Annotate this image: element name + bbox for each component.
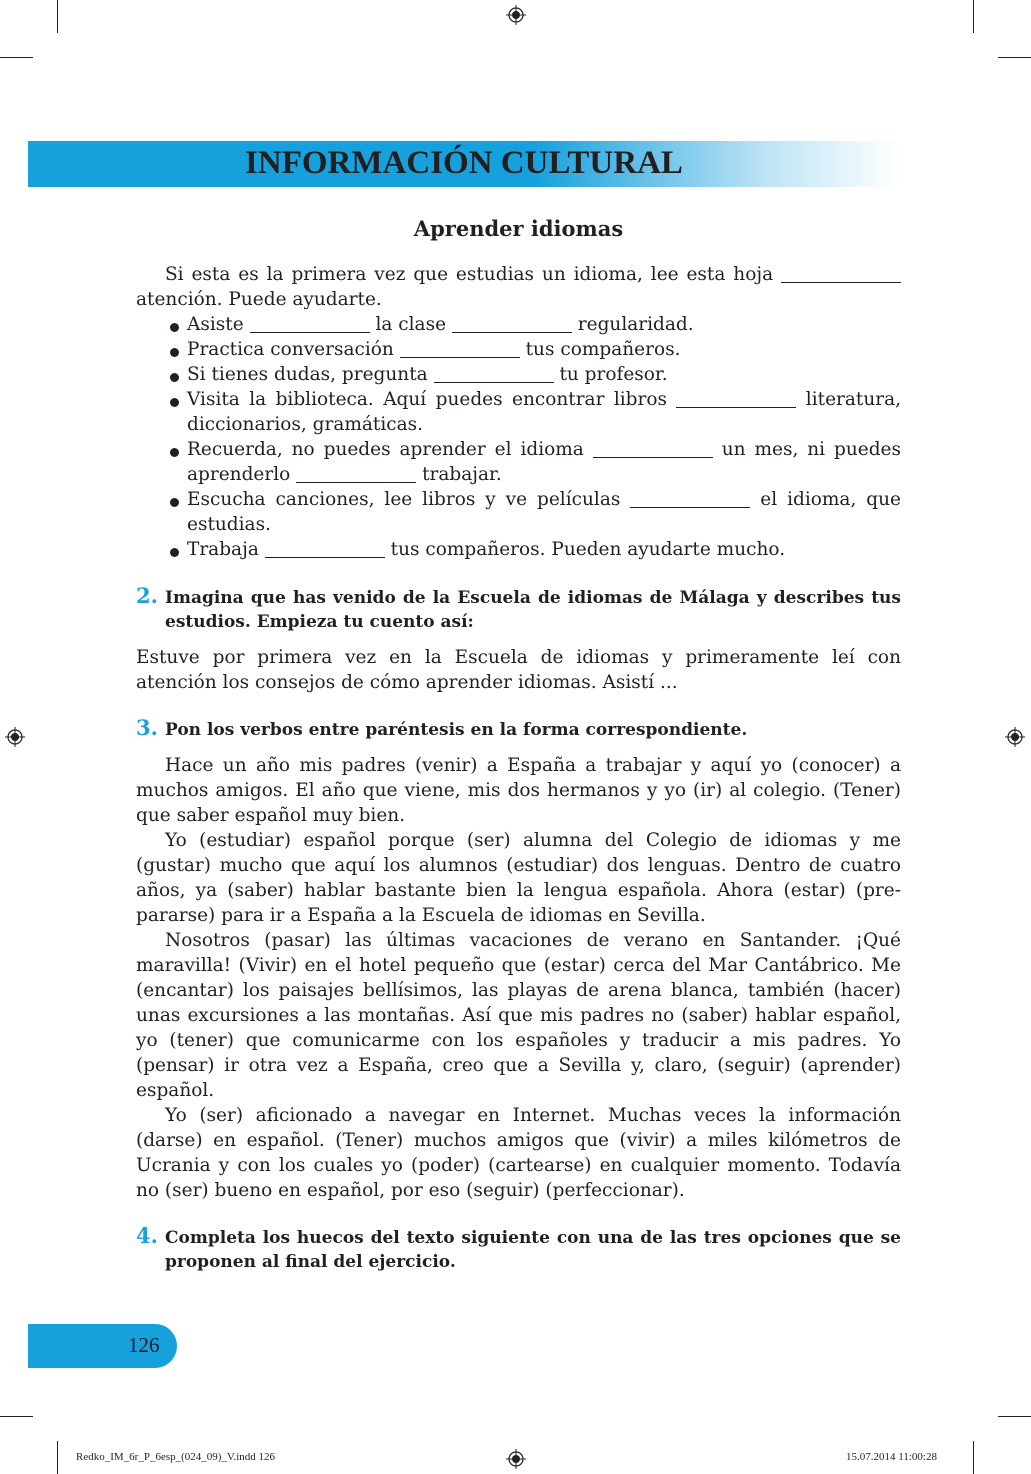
registration-mark-icon: [1005, 727, 1025, 747]
paragraph: Estuve por primera vez en la Escuela de idiomas y primeramente leí con atención los consejos de cómo aprender idiomas. Asistí ...: [136, 647, 901, 693]
list-item-text: tu profesor.: [559, 364, 668, 385]
advice-list: [136, 312, 901, 562]
fill-blank: [434, 364, 554, 384]
exercise-number: 4.: [136, 1223, 158, 1248]
exercise-3-text: [136, 753, 901, 1203]
fill-blank: [630, 489, 750, 509]
list-item: [136, 362, 901, 387]
crop-mark: [973, 1441, 974, 1474]
exercise-instruction: Pon los verbos entre paréntesis en la forma correspondiente.: [165, 720, 748, 740]
crop-mark: [998, 57, 1031, 58]
list-item: [136, 337, 901, 362]
exercise-number: 3.: [136, 715, 158, 740]
list-item-text: Recuerda, no puedes aprender el idioma: [187, 439, 584, 460]
fill-blank: [250, 314, 370, 334]
registration-mark-icon: [506, 1449, 526, 1469]
page-number-tab: [28, 1324, 177, 1368]
fill-blank: [781, 264, 901, 284]
list-item-text: Trabaja: [187, 539, 259, 560]
list-item-text: tus compañeros. Pueden ayudarte mucho.: [390, 539, 786, 560]
intro-block: [136, 262, 901, 562]
paragraph: Yo (ser) aficionado a navegar en Internet. Muchas veces la información (darse) en español. (Tener) muchos amigos que (vivir) a miles kilómetros de Ucrania y con los cuales yo (poder) (cartearse) en cualquier momento. Todavía no (ser) bueno en español, por eso (seguir) (perfeccionar).: [136, 1105, 901, 1201]
intro-text: atención. Puede ayudarte.: [136, 289, 382, 310]
crop-mark: [973, 0, 974, 33]
intro-text: Si esta es la primera vez que estudias un idioma, lee esta hoja: [165, 264, 774, 285]
crop-mark: [998, 1416, 1031, 1417]
fill-blank: [296, 464, 416, 484]
paragraph: Yo (estudiar) español porque (ser) alumna del Colegio de idiomas y me (gustar) mucho que aquí los alumnos (estudiar) dos lenguas. Dentro de cuatro años, ya (saber) hablar bastante bien la lengua española. Ahora (estar) (prepararse) para ir a España a la Escuela de idiomas en Sevilla.: [136, 830, 901, 926]
fill-blank: [400, 339, 520, 359]
header-banner: [28, 141, 900, 187]
list-item: [136, 387, 901, 437]
intro-paragraph: [136, 262, 901, 312]
print-slug-file: Redko_IM_6r_P_6esp_(024_09)_V.indd 126: [76, 1451, 276, 1463]
crop-mark: [57, 0, 58, 33]
exercise-instruction: Completa los huecos del texto siguiente con una de las tres opciones que se proponen al final del ejercicio.: [165, 1228, 901, 1272]
registration-mark-icon: [5, 727, 25, 747]
list-item-text: Asiste: [187, 314, 244, 335]
exercise-4-instruction: [136, 1223, 901, 1274]
list-item-text: trabajar.: [422, 464, 502, 485]
list-item-text: Visita la biblioteca. Aquí puedes encontrar libros: [187, 389, 667, 410]
paragraph: Nosotros (pasar) las últimas vacaciones de verano en Santander. ¡Qué maravilla! (Vivir) en el hotel pequeño que (estar) cerca del Mar Cantábrico. Me (encantar) los paisajes bellísimos, las playas de arena blanca, también (hacer) unas excursiones a las montañas. Así que mis padres no (saber) hablar español, yo (tener) que comunicarme con los españoles y traducir a mis padres. Yo (pensar) ir otra vez a España, creo que a Sevilla y, claro, (seguir) (aprender) español.: [136, 930, 901, 1101]
fill-blank: [452, 314, 572, 334]
exercise-3-instruction: [136, 715, 901, 742]
list-item-text: Practica conversación: [187, 339, 394, 360]
list-item-text: un mes, ni puedes aprenderlo: [187, 439, 901, 485]
list-item-text: Si tienes dudas, pregunta: [187, 364, 428, 385]
list-item-text: literatura, diccionarios, gramáticas.: [187, 389, 901, 435]
list-item-text: Escucha canciones, lee libros y ve películas: [187, 489, 621, 510]
list-item-text: regularidad.: [577, 314, 694, 335]
exercise-number: 2.: [136, 583, 158, 608]
section-title: Aprender idiomas: [413, 216, 624, 241]
exercise-2-instruction: [136, 583, 901, 634]
fill-blank: [265, 539, 385, 559]
registration-mark-icon: [506, 5, 526, 25]
crop-mark: [0, 1416, 33, 1417]
list-item-text: el idioma, que estudias.: [187, 489, 901, 535]
list-item-text: la clase: [375, 314, 447, 335]
page-number: 126: [128, 1333, 160, 1357]
list-item-text: tus compañeros.: [525, 339, 681, 360]
exercise-2-text: [136, 645, 901, 695]
page-title: INFORMACIÓN CULTURAL: [245, 145, 683, 181]
exercise-instruction: Imagina que has venido de la Escuela de idiomas de Málaga y describes tus estudios. Empieza tu cuento así:: [165, 588, 901, 632]
crop-mark: [57, 1441, 58, 1474]
paragraph: Hace un año mis padres (venir) a España a trabajar y aquí yo (conocer) a muchos amigos. El año que viene, mis dos hermanos y yo (ir) al colegio. (Tener) que saber español muy bien.: [136, 755, 901, 826]
list-item: [136, 437, 901, 487]
fill-blank: [593, 439, 713, 459]
print-slug-date: 15.07.2014 11:00:28: [846, 1451, 937, 1463]
fill-blank: [676, 389, 796, 409]
list-item: [136, 312, 901, 337]
list-item: [136, 487, 901, 537]
list-item: [136, 537, 901, 562]
crop-mark: [0, 57, 33, 58]
